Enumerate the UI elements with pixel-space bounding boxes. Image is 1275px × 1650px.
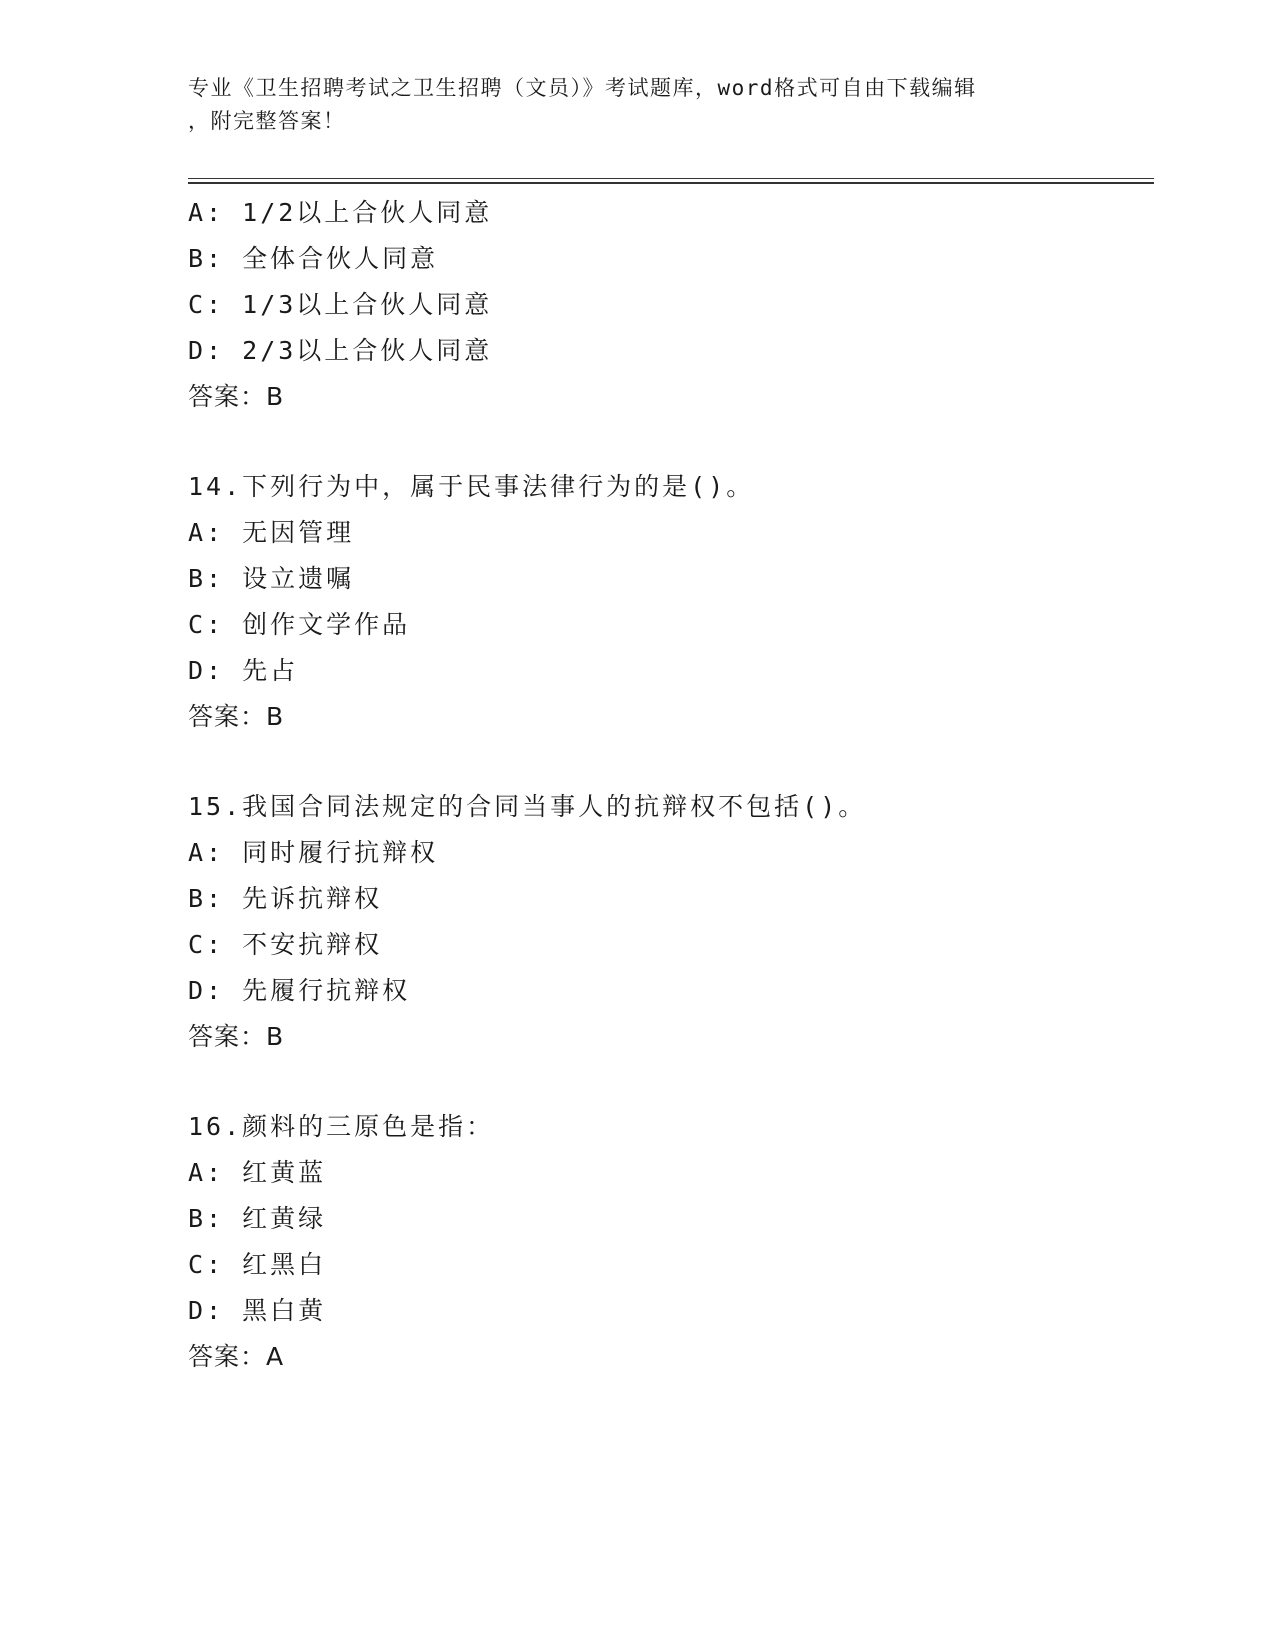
question-block-13-continued (188, 190, 1148, 420)
option-a: A: 无因管理 (188, 518, 355, 547)
question-list (188, 190, 1148, 1380)
header-divider-thick (188, 182, 1154, 184)
header-divider-thin (188, 178, 1154, 179)
question-block-15 (188, 784, 1148, 1060)
option-b: B: 设立遗嘱 (188, 564, 355, 593)
option-a: A: 同时履行抗辩权 (188, 838, 439, 867)
option-a: A: 红黄蓝 (188, 1158, 327, 1187)
option-b: B: 全体合伙人同意 (188, 244, 439, 273)
question-title: 16.颜料的三原色是指： (188, 1112, 495, 1141)
option-a: A: 1/2以上合伙人同意 (188, 198, 493, 227)
answer-line: 答案：B (188, 702, 285, 731)
option-d: D: 先履行抗辩权 (188, 976, 411, 1005)
option-b: B: 红黄绿 (188, 1204, 327, 1233)
answer-line: 答案：B (188, 382, 285, 411)
question-block-16 (188, 1104, 1148, 1380)
option-c: C: 创作文学作品 (188, 610, 411, 639)
option-d: D: 黑白黄 (188, 1296, 327, 1325)
question-block-14 (188, 464, 1148, 740)
document-header (188, 72, 1088, 138)
header-title-line-1: 专业《卫生招聘考试之卫生招聘（文员）》考试题库，word格式可自由下载编辑 (188, 76, 977, 100)
question-title: 15.我国合同法规定的合同当事人的抗辩权不包括()。 (188, 792, 867, 821)
header-title-line-2: ，附完整答案！ (188, 109, 346, 133)
question-title: 14.下列行为中，属于民事法律行为的是()。 (188, 472, 755, 501)
option-c: C: 不安抗辩权 (188, 930, 383, 959)
option-c: C: 红黑白 (188, 1250, 327, 1279)
answer-line: 答案：A (188, 1342, 285, 1371)
option-b: B: 先诉抗辩权 (188, 884, 383, 913)
option-c: C: 1/3以上合伙人同意 (188, 290, 493, 319)
answer-line: 答案：B (188, 1022, 285, 1051)
option-d: D: 2/3以上合伙人同意 (188, 336, 493, 365)
option-d: D: 先占 (188, 656, 299, 685)
